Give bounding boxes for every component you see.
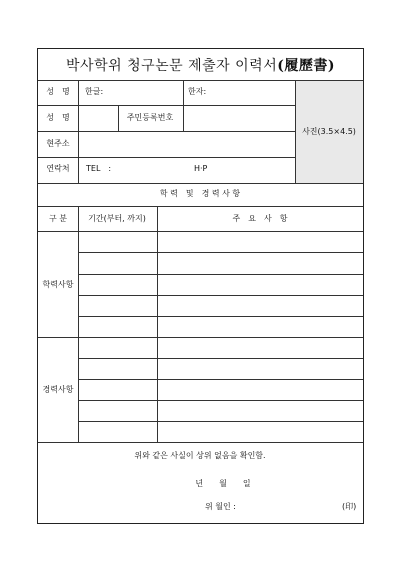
divider	[78, 80, 79, 183]
divider	[38, 183, 363, 184]
address-label: 현주소	[46, 139, 70, 148]
signer-label: 위 월인 :	[205, 502, 236, 511]
title-paren-close: )	[327, 58, 335, 74]
divider	[183, 105, 184, 131]
divider	[78, 316, 363, 317]
divider	[78, 206, 79, 442]
hp-label: H·P	[194, 164, 208, 173]
divider	[38, 80, 363, 81]
divider	[78, 274, 363, 275]
divider	[78, 400, 363, 401]
divider	[183, 80, 184, 105]
education-label: 학력사항	[42, 280, 74, 289]
col-details-header: 주 요 사 항	[232, 214, 288, 223]
hangul-label: 한글:	[85, 87, 104, 96]
rrn-label: 주민등록번호	[126, 113, 174, 122]
divider	[38, 206, 363, 207]
title-main: 박사학위 청구논문 제출자 이력서	[66, 58, 278, 74]
divider	[118, 105, 119, 131]
resume-form	[37, 48, 364, 524]
history-section-title: 학 력 및 경 력 사 항	[159, 189, 241, 198]
divider	[38, 231, 363, 232]
form-title	[66, 57, 335, 75]
col-period-header: 기간(부터, 까지)	[88, 214, 146, 223]
confirm-statement: 위와 같은 사실이 상위 없음을 확인함.	[134, 451, 266, 460]
divider	[78, 252, 363, 253]
divider	[38, 157, 295, 158]
divider	[78, 421, 363, 422]
seal-mark: (印)	[342, 502, 357, 511]
col-type-header: 구 분	[49, 214, 67, 223]
date-line: 년 월 일	[195, 479, 251, 488]
divider	[38, 337, 363, 338]
contact-label: 연락처	[46, 164, 70, 173]
name-label: 성 명	[46, 87, 70, 96]
divider	[38, 105, 295, 106]
tel-label: TEL :	[86, 164, 112, 173]
divider	[78, 358, 363, 359]
name2-label: 성 명	[46, 113, 70, 122]
divider	[78, 379, 363, 380]
divider	[38, 131, 295, 132]
photo-label: 사진(3.5×4.5)	[302, 127, 356, 136]
career-label: 경력사항	[42, 385, 74, 394]
divider	[295, 80, 296, 183]
title-paren-open: (	[277, 58, 285, 74]
hanja-label: 한자:	[188, 87, 207, 96]
divider	[157, 206, 158, 442]
divider	[78, 295, 363, 296]
title-hanja: 履歷書	[284, 58, 328, 74]
divider	[38, 442, 363, 443]
